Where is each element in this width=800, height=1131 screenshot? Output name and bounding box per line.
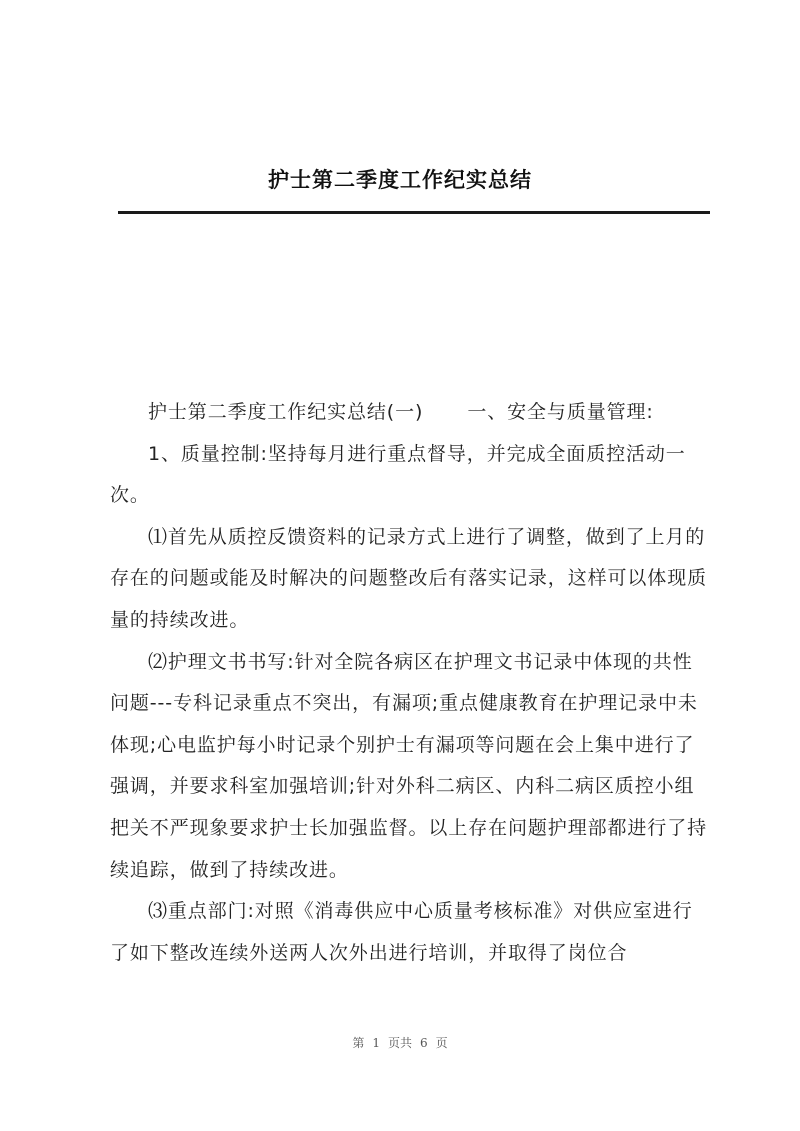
paragraph: 1、质量控制:坚持每月进行重点督导，并完成全面质控活动一次。	[110, 442, 686, 507]
paragraph: ⑶重点部门:对照《消毒供应中心质量考核标准》对供应室进行了如下整改连续外送两人次外出进行培训，并取得了岗位合	[110, 900, 693, 964]
document-body	[110, 392, 710, 974]
title-underline	[118, 211, 710, 214]
document-title: 护士第二季度工作纪实总结	[268, 168, 532, 192]
page-number: 1	[372, 1036, 380, 1050]
paragraph: ⑴首先从质控反馈资料的记录方式上进行了调整，做到了上月的存在的问题或能及时解决的问题整改后有落实记录，这样可以体现质量的持续改进。	[110, 525, 708, 631]
section-heading: 护士第二季度工作纪实总结(一)	[148, 401, 424, 423]
page-total: 6	[420, 1036, 428, 1050]
paragraph: ⑵护理文书书写:针对全院各病区在护理文书记录中体现的共性问题---专科记录重点不突出，有漏项;重点健康教育在护理记录中未体现;心电监护每小时记录个别护士有漏项等问题在会上集中进行了强调，并要求科室加强培训;针对外科二病区、内科二病区质控小组把关不严现象要求护士长加强监督。以上存在问题护理部都进行了持续追踪，做到了持续改进。	[110, 650, 708, 881]
subsection-heading: 一、安全与质量管理:	[467, 401, 654, 423]
footer-suffix: 页	[435, 1036, 448, 1050]
heading-line	[110, 392, 710, 434]
footer-middle: 页共	[387, 1036, 412, 1050]
page-footer	[0, 1034, 800, 1051]
footer-prefix: 第	[352, 1036, 365, 1050]
